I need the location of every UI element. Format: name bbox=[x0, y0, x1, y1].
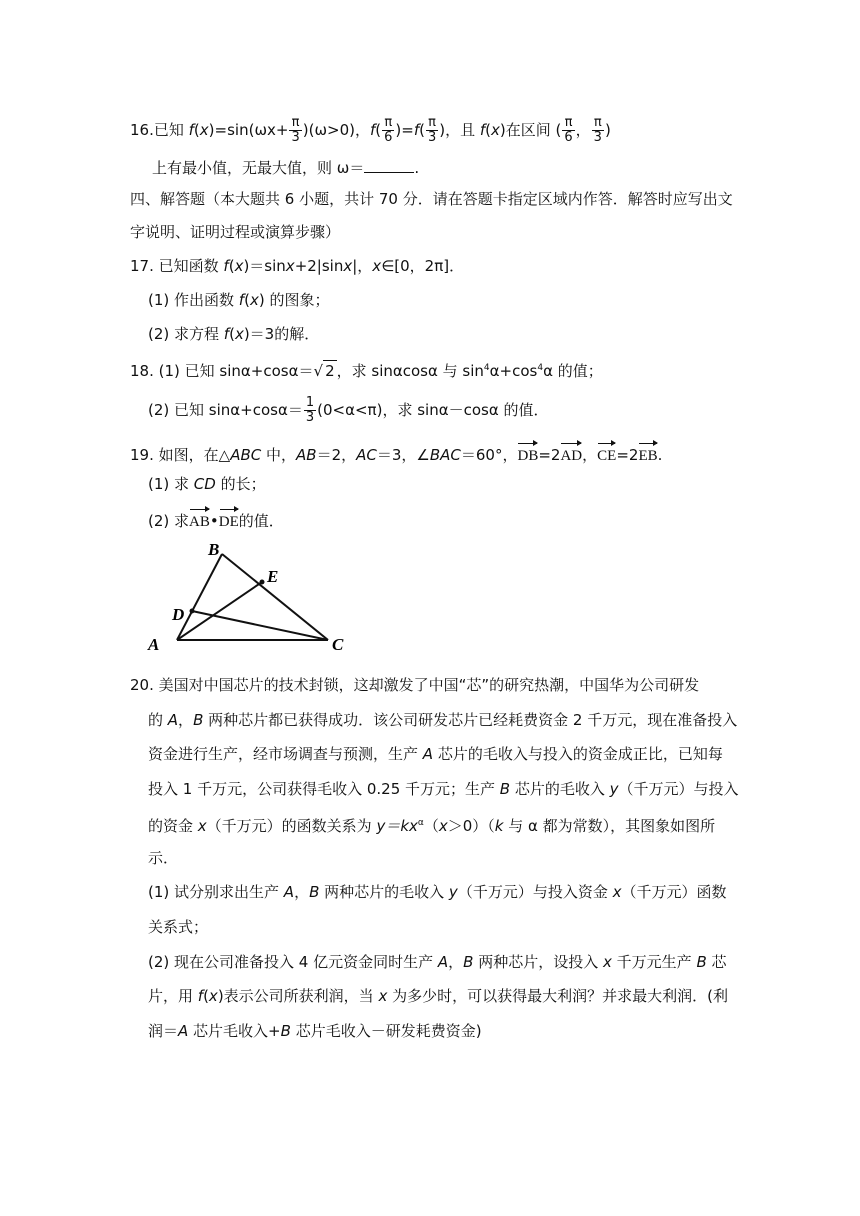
q20-part1 bbox=[148, 882, 727, 902]
chip-a: A bbox=[422, 745, 434, 763]
text: 的资金 bbox=[148, 817, 198, 835]
q20-line4 bbox=[148, 779, 739, 799]
q20-line6: 示． bbox=[148, 849, 179, 867]
text: |， bbox=[352, 257, 373, 275]
text: 的值． bbox=[238, 512, 284, 530]
text: 中， bbox=[261, 446, 296, 464]
fraction-pi-3 bbox=[426, 116, 438, 145]
q20-line1 bbox=[130, 675, 699, 695]
vector-ad: AD bbox=[560, 440, 582, 466]
q20-line5 bbox=[148, 813, 715, 836]
numerator: π bbox=[562, 116, 574, 131]
var-x: x bbox=[197, 817, 207, 835]
var-x: x bbox=[234, 325, 244, 343]
func-f: f bbox=[369, 121, 376, 139]
var-y: y bbox=[609, 780, 619, 798]
chip-b: B bbox=[696, 953, 707, 971]
text: 芯片的毛收入与投入的资金成正比，已知每 bbox=[433, 745, 723, 763]
text: 投入 1 千万元，公司获得毛收入 0.25 千万元；生产 bbox=[148, 780, 500, 798]
denominator: 6 bbox=[564, 130, 573, 145]
text: α+cos bbox=[489, 362, 538, 380]
text: )=sin( bbox=[208, 121, 255, 139]
q20-line2 bbox=[148, 710, 737, 730]
numerator: 1 bbox=[305, 395, 315, 410]
text: 已知 bbox=[153, 121, 189, 139]
fraction-pi-3 bbox=[592, 116, 604, 145]
q20-part2-line2 bbox=[148, 986, 728, 1006]
text: ，求 sinαcosα 与 sin bbox=[336, 362, 484, 380]
func-f: f bbox=[413, 121, 420, 139]
q16-line1 bbox=[130, 116, 611, 145]
var-x: x bbox=[491, 121, 500, 139]
text: (1) 作出函数 bbox=[148, 291, 239, 309]
q17-part1 bbox=[148, 290, 329, 310]
text: ( bbox=[419, 121, 425, 139]
text: )＝sin bbox=[243, 257, 286, 275]
denominator: 3 bbox=[427, 130, 437, 145]
text: )＝3的解． bbox=[243, 325, 320, 343]
point-d bbox=[190, 609, 195, 614]
q20-part1-line2: 关系式； bbox=[148, 918, 209, 936]
var-x: x bbox=[438, 817, 448, 835]
superscript: 4 bbox=[483, 363, 490, 373]
numerator: π bbox=[426, 116, 438, 131]
q20-line3 bbox=[148, 744, 723, 764]
chip-a: A bbox=[437, 953, 449, 971]
var-x: x bbox=[234, 257, 244, 275]
label-e: E bbox=[267, 567, 279, 586]
label-a: A bbox=[148, 635, 160, 654]
segment: AB bbox=[296, 446, 317, 464]
label-b: B bbox=[208, 540, 220, 559]
segment: AC bbox=[356, 446, 377, 464]
fraction-pi-6 bbox=[382, 116, 394, 145]
sqrt-radicand: 2 bbox=[325, 362, 335, 380]
text: ( bbox=[229, 325, 235, 343]
text: ∈[0，2π]． bbox=[381, 257, 465, 275]
numerator: π bbox=[289, 116, 301, 131]
text: α 的值； bbox=[543, 362, 603, 380]
text: x+ bbox=[267, 121, 289, 139]
text: . bbox=[414, 159, 420, 177]
text: (1) 求 bbox=[148, 475, 194, 493]
text: ＝60°， bbox=[460, 446, 518, 464]
answer-blank bbox=[364, 158, 414, 173]
text: ( bbox=[375, 121, 382, 139]
q20-number: 20. bbox=[130, 676, 154, 694]
var-x: x bbox=[208, 987, 218, 1005]
text: 芯片毛收入+ bbox=[188, 1022, 281, 1040]
text: 已知函数 bbox=[158, 257, 224, 275]
text: (2) 现在公司准备投入 4 亿元资金同时生产 bbox=[148, 953, 438, 971]
text: ＝3，∠ bbox=[376, 446, 430, 464]
denominator: 3 bbox=[305, 410, 315, 425]
func-f: f bbox=[223, 325, 230, 343]
label-d: D bbox=[172, 605, 185, 624]
text: 千万元生产 bbox=[611, 953, 697, 971]
fraction-pi-3 bbox=[289, 116, 301, 145]
text: （ bbox=[423, 817, 439, 835]
triangle-name: ABC bbox=[230, 446, 262, 464]
chip-b: B bbox=[463, 953, 474, 971]
formula: y＝kx bbox=[376, 817, 418, 835]
denominator: 3 bbox=[593, 130, 602, 145]
var-x: x bbox=[199, 121, 209, 139]
chip-a: A bbox=[283, 883, 295, 901]
denominator: 3 bbox=[291, 130, 300, 145]
text: （千万元）与投入资金 bbox=[457, 883, 613, 901]
text: ( bbox=[244, 291, 250, 309]
var-x: x bbox=[603, 953, 612, 971]
angle: BAC bbox=[429, 446, 461, 464]
triangle-figure bbox=[140, 536, 360, 656]
text: ) 的图象； bbox=[258, 291, 330, 309]
q17-number: 17. bbox=[130, 257, 154, 275]
var-x: x bbox=[612, 883, 622, 901]
superscript-alpha: α bbox=[417, 818, 424, 828]
func-f: f bbox=[188, 121, 194, 139]
text: 资金进行生产，经市场调查与预测，生产 bbox=[148, 745, 423, 763]
text: . bbox=[657, 446, 663, 464]
var-x: x bbox=[378, 987, 388, 1005]
chip-b: B bbox=[309, 883, 320, 901]
text: ， bbox=[178, 711, 194, 729]
text: ＞0）（ bbox=[447, 817, 495, 835]
numerator: π bbox=[382, 116, 394, 131]
text: ， bbox=[448, 953, 464, 971]
text: 芯 bbox=[706, 953, 727, 971]
text: ) bbox=[604, 121, 611, 139]
text: )= bbox=[395, 121, 414, 139]
text: (1) 已知 sinα+cosα＝ bbox=[158, 362, 314, 380]
var-k: k bbox=[494, 817, 504, 835]
vector-db: DB bbox=[517, 440, 538, 466]
text: ＝2， bbox=[316, 446, 357, 464]
text: 芯片毛收入－研发耗费资金) bbox=[290, 1022, 482, 1040]
var-x: x bbox=[249, 291, 259, 309]
text: (0<α<π)，求 sinα－cosα 的值． bbox=[317, 401, 549, 419]
text: (2) 求 bbox=[148, 512, 190, 530]
text: ， bbox=[575, 121, 591, 139]
text: (1) 试分别求出生产 bbox=[148, 883, 284, 901]
text: ( bbox=[193, 121, 200, 139]
text: =2 bbox=[538, 446, 561, 464]
text: ， bbox=[294, 883, 310, 901]
q20-part2-line3 bbox=[148, 1021, 482, 1041]
text: 芯片的毛收入 bbox=[510, 780, 610, 798]
text: )，且 bbox=[439, 121, 480, 139]
q20-part2 bbox=[148, 952, 727, 972]
section-heading-line2: 字说明、证明过程或演算步骤） bbox=[130, 223, 341, 241]
chip-a: A bbox=[178, 1022, 189, 1040]
text: ， bbox=[582, 446, 598, 464]
func-f: f bbox=[223, 257, 229, 275]
q18-part1 bbox=[130, 358, 603, 381]
text: 如图，在△ bbox=[158, 446, 231, 464]
q18-part2 bbox=[148, 396, 548, 425]
point-e bbox=[260, 580, 265, 585]
dot-operator: • bbox=[209, 512, 219, 530]
q19-part2 bbox=[148, 506, 284, 532]
text: (2) 求方程 bbox=[148, 325, 224, 343]
chip-b: B bbox=[499, 780, 511, 798]
func-f: f bbox=[238, 291, 245, 309]
fraction-pi-6 bbox=[562, 116, 574, 145]
q18-number: 18. bbox=[130, 362, 154, 380]
q19-part1 bbox=[148, 474, 266, 494]
var-x: x bbox=[372, 257, 382, 275]
omega: ω bbox=[254, 121, 267, 139]
text: 的 bbox=[148, 711, 168, 729]
denominator: 6 bbox=[384, 130, 393, 145]
q19-number: 19. bbox=[130, 446, 154, 464]
text: )(ω>0)， bbox=[302, 121, 370, 139]
text: 润＝ bbox=[148, 1022, 179, 1040]
vector-de: DE bbox=[219, 506, 239, 532]
numerator: π bbox=[592, 116, 604, 131]
sqrt-symbol: √ bbox=[313, 362, 324, 380]
var-y: y bbox=[448, 883, 458, 901]
chip-a: A bbox=[167, 711, 179, 729]
text: 两种芯片的毛收入 bbox=[319, 883, 449, 901]
chip-b: B bbox=[193, 711, 204, 729]
var-x: x bbox=[343, 257, 353, 275]
text: ( bbox=[203, 987, 209, 1005]
text: （千万元）函数 bbox=[621, 883, 727, 901]
text: 上有最小值，无最大值，则 ω＝ bbox=[152, 159, 365, 177]
q16-number: 16. bbox=[130, 121, 154, 139]
fraction-1-3 bbox=[304, 396, 316, 425]
text: ( bbox=[485, 121, 491, 139]
text: )表示公司所获利润，当 bbox=[217, 987, 379, 1005]
text: 片，用 bbox=[148, 987, 198, 1005]
q17-stem bbox=[130, 256, 464, 276]
q16-line2 bbox=[152, 158, 419, 178]
vector-ab: AB bbox=[189, 506, 210, 532]
text: 为多少时，可以获得最大利润？并求最大利润．(利 bbox=[387, 987, 728, 1005]
vector-eb: EB bbox=[638, 440, 657, 466]
vector-ce: CE bbox=[597, 440, 616, 466]
q17-part2 bbox=[148, 324, 319, 344]
side-ab bbox=[177, 554, 222, 640]
text: )在区间 ( bbox=[499, 121, 562, 139]
text: +2|sin bbox=[294, 257, 344, 275]
text: 两种芯片，设投入 bbox=[473, 953, 603, 971]
superscript: 4 bbox=[537, 363, 544, 373]
var-x: x bbox=[285, 257, 295, 275]
text: ( bbox=[228, 257, 235, 275]
text: 与 α 都为常数），其图象如图所 bbox=[503, 817, 716, 835]
func-f: f bbox=[479, 121, 486, 139]
chip-b: B bbox=[280, 1022, 291, 1040]
section-heading-line1: 四、解答题（本大题共 6 小题，共计 70 分．请在答题卡指定区域内作答．解答时应写出文 bbox=[130, 190, 733, 208]
func-f: f bbox=[197, 987, 204, 1005]
text: （千万元）与投入 bbox=[618, 780, 739, 798]
q19-stem bbox=[130, 440, 662, 466]
text: (2) 已知 sinα+cosα＝ bbox=[148, 401, 303, 419]
text: （千万元）的函数关系为 bbox=[206, 817, 377, 835]
segment: CD bbox=[193, 475, 216, 493]
text: =2 bbox=[616, 446, 639, 464]
text: 两种芯片都已获得成功．该公司研发芯片已经耗费资金 2 千万元，现在准备投入 bbox=[203, 711, 738, 729]
text: 美国对中国芯片的技术封锁，这却激发了中国“芯”的研究热潮，中国华为公司研发 bbox=[158, 676, 700, 694]
segment-dc bbox=[192, 611, 328, 640]
label-c: C bbox=[332, 635, 344, 654]
text: 的长； bbox=[215, 475, 266, 493]
